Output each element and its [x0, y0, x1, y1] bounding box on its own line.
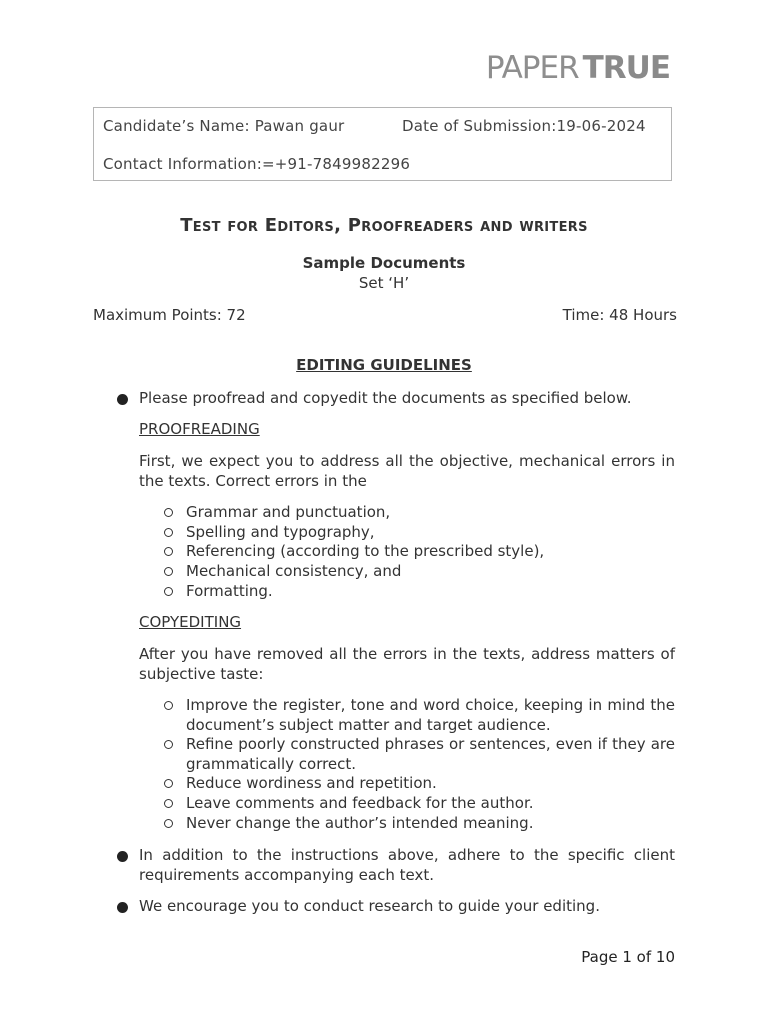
page-title: Test for Editors, Proofreaders and writers — [180, 215, 588, 236]
candidate-info-box — [93, 107, 672, 181]
copyediting-heading: COPYEDITING — [139, 613, 242, 631]
guideline-bullet-1: Please proofread and copyedit the documents as specified below. — [139, 389, 632, 407]
guideline-bullet-2: In addition to the instructions above, adhere to the specific client requirements accompanying each text. — [139, 846, 675, 884]
proofreading-item: Grammar and punctuation, — [186, 503, 391, 521]
circle-bullet-icon — [164, 528, 173, 537]
candidate-name: Candidate’s Name: Pawan gaur — [103, 117, 345, 135]
circle-bullet-icon — [164, 508, 173, 517]
bullet-icon — [117, 851, 128, 862]
proofreading-item: Mechanical consistency, and — [186, 562, 402, 580]
bullet-icon — [117, 394, 128, 405]
editing-guidelines-heading: EDITING GUIDELINES — [296, 356, 472, 374]
proofreading-item: Referencing (according to the prescribed style), — [186, 542, 545, 560]
circle-bullet-icon — [164, 740, 173, 749]
proofreading-item: Spelling and typography, — [186, 523, 375, 541]
proofreading-heading: PROOFREADING — [139, 420, 260, 438]
circle-bullet-icon — [164, 567, 173, 576]
submission-date: Date of Submission:19-06-2024 — [402, 117, 646, 135]
logo-part-paper: PAPER — [485, 50, 579, 86]
circle-bullet-icon — [164, 701, 173, 710]
proofreading-intro: First, we expect you to address all the objective, mechanical errors in the texts. Correct errors in the — [139, 452, 675, 490]
copyediting-item: Leave comments and feedback for the author. — [186, 794, 534, 812]
circle-bullet-icon — [164, 799, 173, 808]
set-label: Set ‘H’ — [358, 274, 410, 292]
papertrue-logo — [486, 48, 670, 88]
page-number: Page 1 of 10 — [581, 948, 675, 966]
maximum-points: Maximum Points: 72 — [93, 306, 246, 324]
copyediting-item: Refine poorly constructed phrases or sentences, even if they are grammatically correct. — [186, 735, 675, 773]
contact-information: Contact Information:=+91-7849982296 — [103, 155, 411, 173]
page-subtitle: Sample Documents — [302, 254, 466, 272]
bullet-icon — [117, 902, 128, 913]
circle-bullet-icon — [164, 547, 173, 556]
circle-bullet-icon — [164, 779, 173, 788]
proofreading-item: Formatting. — [186, 582, 273, 600]
circle-bullet-icon — [164, 819, 173, 828]
copyediting-item: Improve the register, tone and word choice, keeping in mind the document’s subject matter and target audience. — [186, 696, 675, 734]
guideline-bullet-3: We encourage you to conduct research to guide your editing. — [139, 897, 600, 915]
copyediting-item: Never change the author’s intended meaning. — [186, 814, 534, 832]
copyediting-intro: After you have removed all the errors in the texts, address matters of subjective taste: — [139, 645, 675, 683]
circle-bullet-icon — [164, 587, 173, 596]
logo-part-true: TRUE — [582, 50, 670, 86]
time-limit: Time: 48 Hours — [562, 306, 677, 324]
copyediting-item: Reduce wordiness and repetition. — [186, 774, 437, 792]
